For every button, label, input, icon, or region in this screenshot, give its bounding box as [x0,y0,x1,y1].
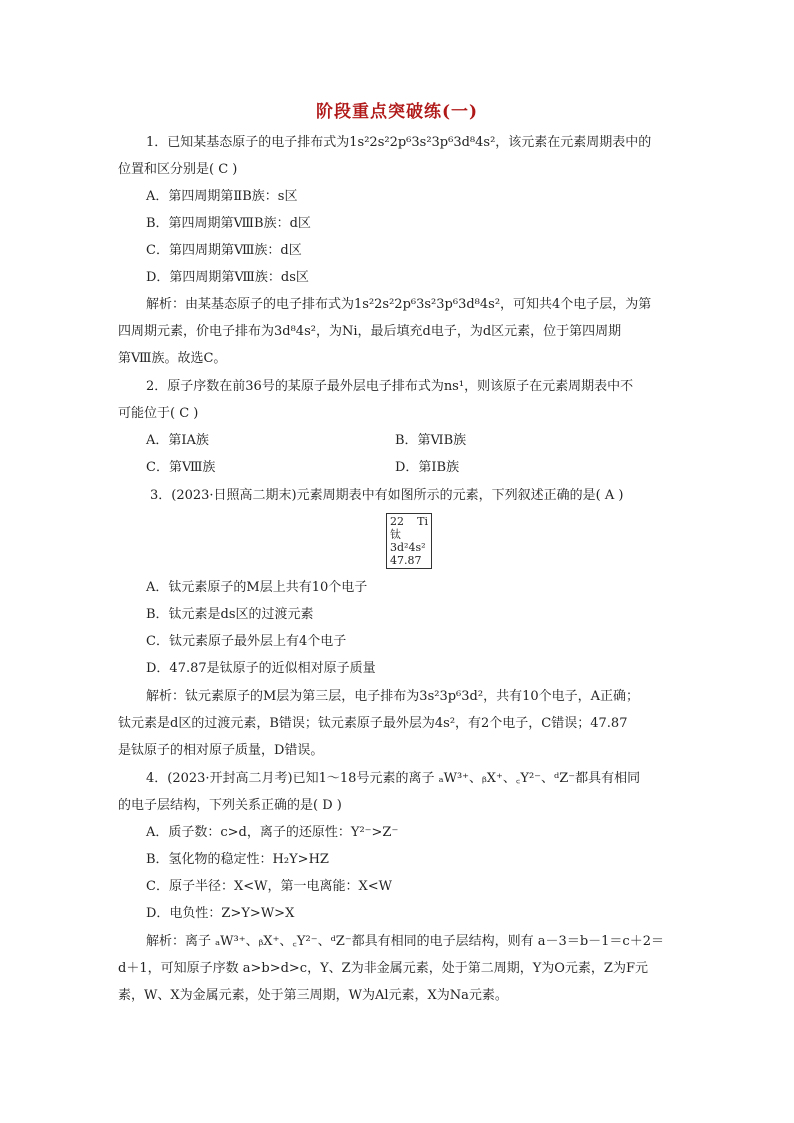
q4-stem-line2: 的电子层结构，下列关系正确的是( D ) [118,798,342,813]
q1-stem-line2: 位置和区分别是( C ) [118,162,238,177]
q4-option-a: A．质子数：c>d，离子的还原性：Y²⁻>Z⁻ [146,825,399,840]
q2-stem-line1: 2．原子序数在前36号的某原子最外层电子排布式为ns¹，则该原子在元素周期表中不 [146,379,634,394]
q4-option-c: C．原子半径：X<W，第一电离能：X<W [146,879,392,894]
q1-option-a: A．第四周期第ⅡB族：s区 [146,189,298,204]
q3-option-d: D．47.87是钛原子的近似相对原子质量 [146,661,376,676]
q3-option-a: A．钛元素原子的M层上共有10个电子 [146,580,368,595]
q3-analysis-line2: 钛元素是d区的过渡元素，B错误；钛元素原子最外层为4s²，有2个电子，C错误；47.87 [118,716,628,731]
q1-analysis-line1: 解析：由某基态原子的电子排布式为1s²2s²2p⁶3s²3p⁶3d⁸4s²，可知共4个电子层，为第 [146,297,652,312]
q1-analysis-line2: 四周期元素，价电子排布为3d⁸4s²，为Ni，最后填充d电子，为d区元素，位于第四周期 [118,324,622,339]
element-config: 3d²4s² [390,541,426,554]
q1-option-c: C．第四周期第Ⅷ族：d区 [146,243,302,258]
q2-option-d: D．第ⅠB族 [395,460,460,475]
q4-option-d: D．电负性：Z>Y>W>X [146,906,295,921]
q4-analysis-line2: d＋1，可知原子序数 a>b>d>c，Y、Z为非金属元素，处于第二周期，Y为O元素，Z为F元 [118,961,648,976]
element-mass: 47.87 [390,554,422,567]
q1-analysis-line3: 第Ⅷ族。故选C。 [118,351,227,366]
q4-option-b: B．氢化物的稳定性：H₂Y>HZ [146,852,329,867]
q3-option-c: C．钛元素原子最外层上有4个电子 [146,634,347,649]
element-cell-titanium [386,513,432,569]
q3-option-b: B．钛元素是ds区的过渡元素 [146,607,314,622]
q3-stem: 3．(2023·日照高二期末)元素周期表中有如图所示的元素，下列叙述正确的是( A ) [150,488,624,503]
q1-option-d: D．第四周期第Ⅷ族：ds区 [146,270,309,285]
q3-analysis-line3: 是钛原子的相对原子质量，D错误。 [118,743,324,758]
q4-analysis-line3: 素，W、X为金属元素，处于第三周期，W为Al元素，X为Na元素。 [118,988,508,1003]
q1-stem-line1: 1．已知某基态原子的电子排布式为1s²2s²2p⁶3s²3p⁶3d⁸4s²，该元素在元素周期表中的 [146,135,652,150]
q3-analysis-line1: 解析：钛元素原子的M层为第三层，电子排布为3s²3p⁶3d²，共有10个电子，A正确； [146,689,640,704]
page-title: 阶段重点突破练(一) [315,102,479,122]
element-symbol: Ti [417,515,428,528]
element-name: 钛 [390,528,401,541]
q2-option-c: C．第Ⅷ族 [146,460,216,475]
element-atomic-number: 22 [390,515,404,528]
q2-option-a: A．第ⅠA族 [146,433,209,448]
q2-stem-line2: 可能位于( C ) [118,406,199,421]
q1-option-b: B．第四周期第ⅧB族：d区 [146,216,311,231]
q4-analysis-line1: 解析：离子 ₐW³⁺、ᵦX⁺、꜀Y²⁻、ᵈZ⁻都具有相同的电子层结构，则有 a－3＝b－1＝c＋2＝ [146,934,664,949]
q4-stem-line1: 4．(2023·开封高二月考)已知1～18号元素的离子 ₐW³⁺、ᵦX⁺、꜀Y²⁻、ᵈZ⁻都具有相同 [146,771,641,786]
q2-option-b: B．第ⅥB族 [395,433,467,448]
